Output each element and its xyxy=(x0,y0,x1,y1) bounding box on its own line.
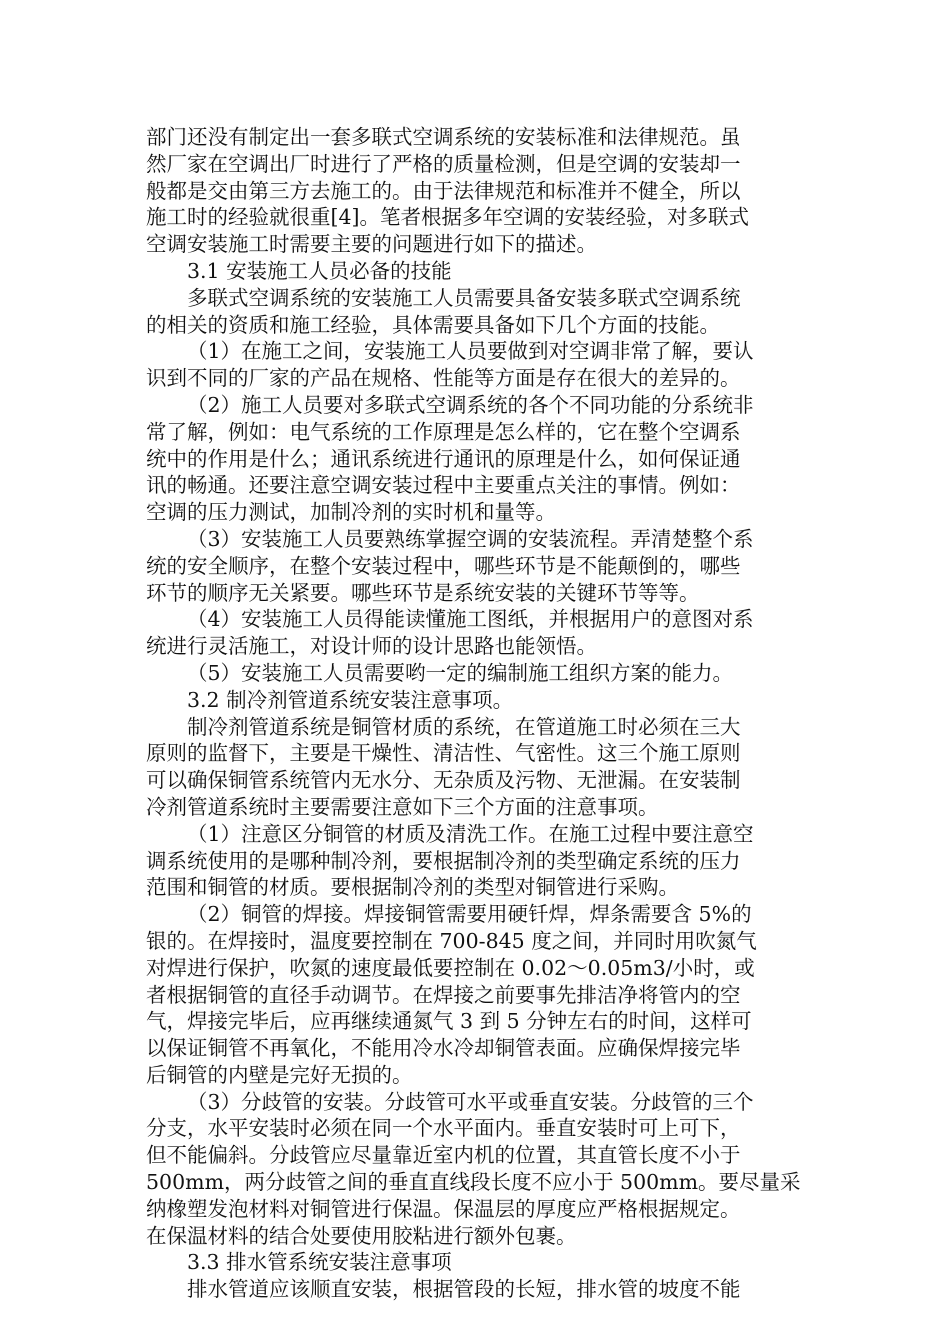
text-line: 在保温材料的结合处要使用胶粘进行额外包裹。 xyxy=(146,1223,577,1248)
text-line: 制冷剂管道系统是铜管材质的系统，在管道施工时必须在三大 xyxy=(187,714,741,739)
text-line: 范围和铜管的材质。要根据制冷剂的类型对铜管进行采购。 xyxy=(146,875,679,900)
text-line: 分支，水平安装时必须在同一个水平面内。垂直安装时可上可下， xyxy=(146,1116,741,1141)
text-line: 常了解，例如：电气系统的工作原理是怎么样的，它在整个空调系 xyxy=(146,419,741,444)
text-line: 统中的作用是什么；通讯系统进行通讯的原理是什么，如何保证通 xyxy=(146,446,741,471)
text-line: 银的。在焊接时，温度要控制在 700-845 度之间，并同时用吹氮气 xyxy=(146,928,757,953)
text-line: 3.1 安装施工人员必备的技能 xyxy=(187,258,452,283)
text-line: 后铜管的内壁是完好无损的。 xyxy=(146,1062,413,1087)
text-line: 原则的监督下，主要是干燥性、清洁性、气密性。这三个施工原则 xyxy=(146,741,741,766)
document-body xyxy=(146,124,806,1303)
text-line: 冷剂管道系统时主要需要注意如下三个方面的注意事项。 xyxy=(146,794,659,819)
text-line: 空调安装施工时需要主要的问题进行如下的描述。 xyxy=(146,232,597,257)
text-line: （5）安装施工人员需要哟一定的编制施工组织方案的能力。 xyxy=(187,660,734,685)
text-line: 排水管道应该顺直安装，根据管段的长短，排水管的坡度不能 xyxy=(187,1277,741,1302)
text-line: 施工时的经验就很重[4]。笔者根据多年空调的安装经验，对多联式 xyxy=(146,205,750,230)
text-line: 讯的畅通。还要注意空调安装过程中主要重点关注的事情。例如： xyxy=(146,473,741,498)
text-line: 500mm，两分歧管之间的垂直直线段长度不应小于 500mm。要尽量采 xyxy=(146,1170,801,1195)
text-line: 部门还没有制定出一套多联式空调系统的安装标准和法律规范。虽 xyxy=(146,125,741,149)
text-line: 统的安全顺序，在整个安装过程中，哪些环节是不能颠倒的，哪些 xyxy=(146,553,741,578)
text-line: 纳橡塑发泡材料对铜管进行保温。保温层的厚度应严格根据规定。 xyxy=(146,1196,741,1221)
text-line: 者根据铜管的直径手动调节。在焊接之前要事先排洁净将管内的空 xyxy=(146,982,741,1007)
text-line: 以保证铜管不再氧化，不能用冷水冷却铜管表面。应确保焊接完毕 xyxy=(146,1036,741,1061)
text-line: 3.3 排水管系统安装注意事项 xyxy=(187,1250,452,1275)
text-line: （3）安装施工人员要熟练掌握空调的安装流程。弄清楚整个系 xyxy=(187,526,754,551)
text-line: 识到不同的厂家的产品在规格、性能等方面是存在很大的差异的。 xyxy=(146,366,741,391)
text-line: 调系统使用的是哪种制冷剂，要根据制冷剂的类型确定系统的压力 xyxy=(146,848,741,873)
text-line: 空调的压力测试，加制冷剂的实时机和量等。 xyxy=(146,500,556,525)
text-line: 般都是交由第三方去施工的。由于法律规范和标准并不健全，所以 xyxy=(146,178,741,203)
text-line: 可以确保铜管系统管内无水分、无杂质及污物、无泄漏。在安装制 xyxy=(146,768,741,793)
text-line: 对焊进行保护，吹氮的速度最低要控制在 0.02～0.05m3/小时，或 xyxy=(146,955,755,980)
text-line: （2）施工人员要对多联式空调系统的各个不同功能的分系统非 xyxy=(187,392,754,417)
text-line: （1）在施工之间，安装施工人员要做到对空调非常了解，要认 xyxy=(187,339,754,364)
text-line: 但不能偏斜。分歧管应尽量靠近室内机的位置，其直管长度不小于 xyxy=(146,1143,741,1168)
text-line: （3）分歧管的安装。分歧管可水平或垂直安装。分歧管的三个 xyxy=(187,1089,754,1114)
text-line: 3.2 制冷剂管道系统安装注意事项。 xyxy=(187,687,514,712)
text-line: 然厂家在空调出厂时进行了严格的质量检测，但是空调的安装却一 xyxy=(146,151,741,176)
text-line: 的相关的资质和施工经验，具体需要具备如下几个方面的技能。 xyxy=(146,312,720,337)
text-line: （2）铜管的焊接。焊接铜管需要用硬钎焊，焊条需要含 5%的 xyxy=(187,902,752,927)
text-line: （4）安装施工人员得能读懂施工图纸，并根据用户的意图对系 xyxy=(187,607,754,632)
text-line: 气，焊接完毕后，应再继续通氮气 3 到 5 分钟左右的时间，这样可 xyxy=(146,1009,752,1034)
text-line: 多联式空调系统的安装施工人员需要具备安装多联式空调系统 xyxy=(187,285,741,310)
text-line: （1）注意区分铜管的材质及清洗工作。在施工过程中要注意空 xyxy=(187,821,754,846)
text-line: 环节的顺序无关紧要。哪些环节是系统安装的关键环节等等。 xyxy=(146,580,700,605)
text-line: 统进行灵活施工，对设计师的设计思路也能领悟。 xyxy=(146,634,597,659)
